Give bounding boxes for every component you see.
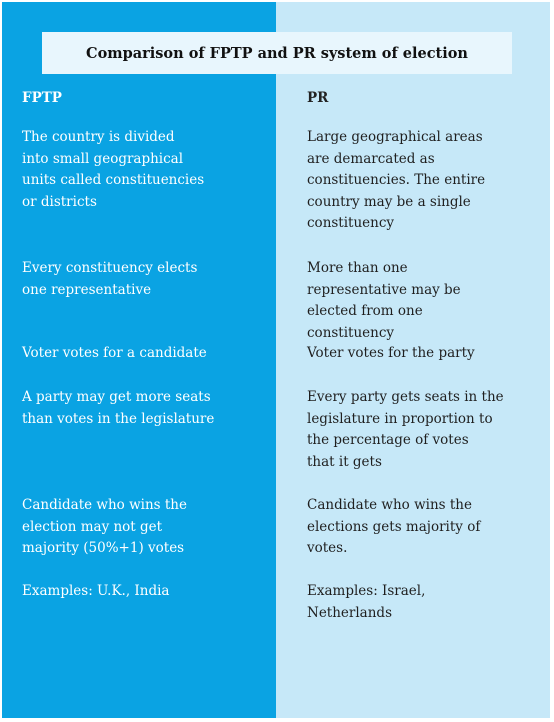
pr-cell-2: More than one representative may be elected from one constituency xyxy=(307,260,461,341)
fptp-cell-2: Every constituency elects one representative xyxy=(22,260,198,298)
table-title: Comparison of FPTP and PR system of election xyxy=(42,32,512,74)
pr-cell-1: Large geographical areas are demarcated as constituencies. The entire country may be a single constituency xyxy=(307,129,486,231)
fptp-cell-4: A party may get more seats than votes in the legislature xyxy=(22,389,215,427)
comparison-table xyxy=(2,2,550,718)
pr-cell-6: Examples: Israel, Netherlands xyxy=(307,583,426,621)
fptp-cell-5: Candidate who wins the election may not get majority (50%+1) votes xyxy=(22,497,187,556)
pr-cell-3: Voter votes for the party xyxy=(307,345,475,361)
fptp-cell-1: The country is divided into small geographical units called constituencies or districts xyxy=(22,129,205,210)
fptp-cell-6: Examples: U.K., India xyxy=(22,583,170,599)
fptp-cell-3: Voter votes for a candidate xyxy=(22,345,207,361)
pr-header: PR xyxy=(307,90,329,106)
pr-cell-5: Candidate who wins the elections gets majority of votes. xyxy=(307,497,481,556)
fptp-header: FPTP xyxy=(22,90,62,106)
pr-cell-4: Every party gets seats in the legislature in proportion to the percentage of votes that it gets xyxy=(307,389,504,470)
